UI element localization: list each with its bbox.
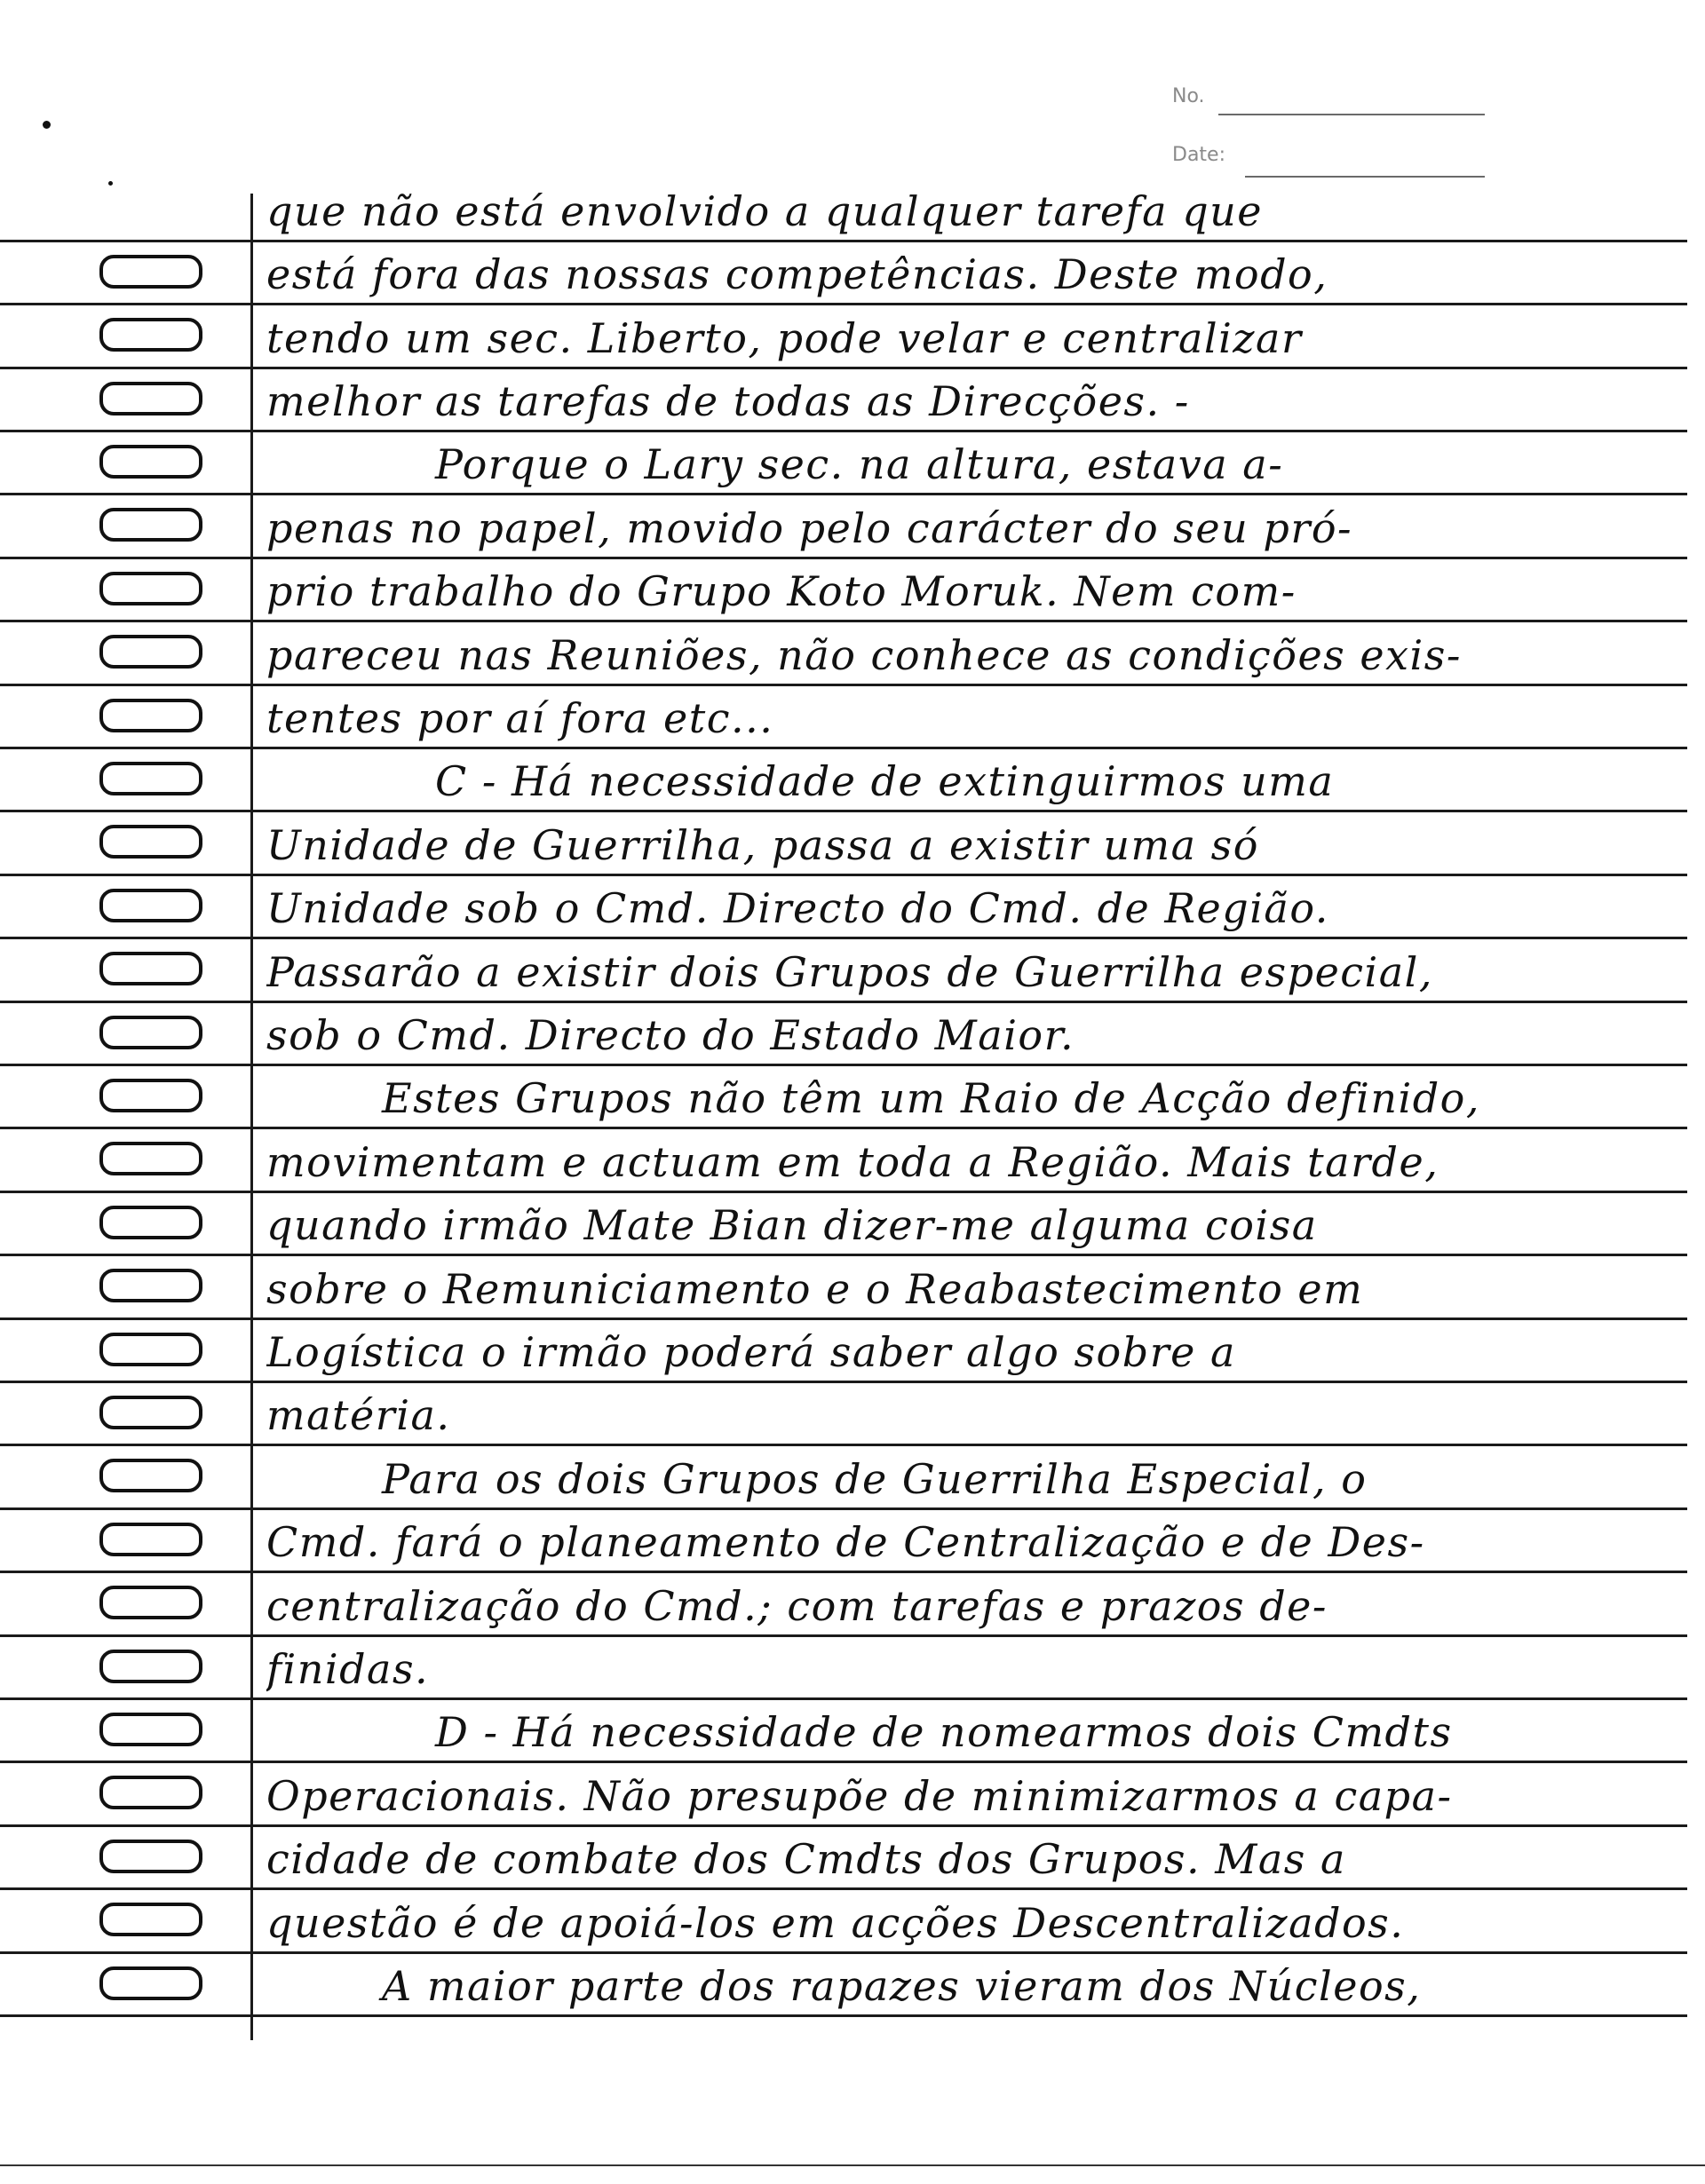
text-line: sob o Cmd. Directo do Estado Maior.	[266, 1011, 1075, 1059]
ink-dot	[43, 121, 51, 129]
date-line	[1245, 176, 1485, 178]
text-line: Porque o Lary sec. na altura, estava a-	[435, 440, 1284, 488]
ruled-line	[0, 1381, 1687, 1383]
binder-hole	[99, 1206, 202, 1239]
binder-hole	[99, 1966, 202, 2000]
ruled-line	[0, 1254, 1687, 1256]
binder-hole	[99, 1459, 202, 1492]
ruled-line	[0, 430, 1687, 432]
text-line: centralização do Cmd.; com tarefas e prazos de-	[266, 1582, 1328, 1630]
text-line: questão é de apoiá-los em acções Descentralizados.	[266, 1899, 1405, 1947]
ruled-line	[0, 1318, 1687, 1320]
binder-hole	[99, 382, 202, 415]
ruled-line	[0, 747, 1687, 749]
binder-hole	[99, 1586, 202, 1619]
ruled-line	[0, 874, 1687, 876]
ruled-line	[0, 1127, 1687, 1129]
ruled-line	[0, 1507, 1687, 1510]
text-line: finidas.	[266, 1645, 430, 1693]
text-line: Passarão a existir dois Grupos de Guerrilha especial,	[266, 948, 1434, 996]
binder-hole	[99, 255, 202, 289]
binder-hole	[99, 1523, 202, 1556]
text-line: movimentam e actuam em toda a Região. Mais tarde,	[266, 1138, 1439, 1186]
ruled-line	[0, 1444, 1687, 1446]
binder-hole	[99, 572, 202, 605]
ruled-line	[0, 1697, 1687, 1700]
binder-hole	[99, 1650, 202, 1683]
binder-hole	[99, 508, 202, 542]
text-line: tentes por aí fora etc...	[266, 694, 774, 742]
ruled-line	[0, 1887, 1687, 1890]
number-label: No.	[1172, 85, 1205, 107]
binder-hole	[99, 1142, 202, 1175]
ruled-line	[0, 1571, 1687, 1573]
binder-hole	[99, 1903, 202, 1936]
binder-hole	[99, 699, 202, 732]
text-line: prio trabalho do Grupo Koto Moruk. Nem com-	[266, 567, 1297, 615]
text-line: pareceu nas Reuniões, não conhece as condições exis-	[266, 631, 1462, 679]
ruled-line	[0, 1951, 1687, 1954]
ruled-line	[0, 367, 1687, 369]
binder-hole	[99, 1713, 202, 1746]
text-line: Operacionais. Não presupõe de minimizarmos a capa-	[266, 1772, 1453, 1820]
binder-hole	[99, 1333, 202, 1366]
text-line: Unidade sob o Cmd. Directo do Cmd. de Região.	[266, 884, 1329, 932]
binder-hole	[99, 1079, 202, 1112]
binder-hole	[99, 1776, 202, 1809]
binder-hole	[99, 825, 202, 859]
text-line: Logística o irmão poderá saber algo sobre a	[266, 1328, 1236, 1376]
ruled-line	[0, 1634, 1687, 1637]
ruled-line	[0, 1761, 1687, 1763]
margin-line	[250, 194, 253, 2040]
binder-hole	[99, 762, 202, 795]
ruled-line	[0, 937, 1687, 939]
text-line: C - Há necessidade de extinguirmos uma	[435, 757, 1335, 805]
text-line: tendo um sec. Liberto, pode velar e centralizar	[266, 314, 1303, 362]
number-line	[1218, 114, 1485, 115]
ruled-line	[0, 2014, 1687, 2017]
text-line: penas no papel, movido pelo carácter do seu pró-	[266, 504, 1353, 552]
text-line: quando irmão Mate Bian dizer-me alguma coisa	[266, 1201, 1318, 1249]
text-line: Cmd. fará o planeamento de Centralização e de Des-	[266, 1518, 1425, 1566]
date-label: Date:	[1172, 144, 1225, 166]
ruled-line	[0, 1191, 1687, 1193]
binder-hole	[99, 889, 202, 922]
ink-dot	[108, 181, 113, 186]
binder-hole	[99, 1840, 202, 1873]
ruled-line	[0, 810, 1687, 812]
binder-hole	[99, 1269, 202, 1302]
page-bottom-edge	[0, 2164, 1705, 2166]
binder-hole	[99, 1396, 202, 1429]
binder-hole	[99, 318, 202, 352]
binder-hole	[99, 635, 202, 669]
ruled-line	[0, 1824, 1687, 1827]
ruled-line	[0, 493, 1687, 495]
text-line: matéria.	[266, 1391, 451, 1439]
text-line: Unidade de Guerrilha, passa a existir uma só	[266, 821, 1259, 869]
binder-hole	[99, 445, 202, 479]
binder-hole	[99, 1016, 202, 1049]
binder-hole	[99, 952, 202, 985]
text-line: Para os dois Grupos de Guerrilha Especial, o	[382, 1455, 1368, 1503]
ruled-line	[0, 240, 1687, 242]
text-line: D - Há necessidade de nomearmos dois Cmdts	[435, 1708, 1453, 1756]
ruled-line	[0, 684, 1687, 686]
text-line: sobre o Remuniciamento e o Reabastecimento em	[266, 1265, 1364, 1313]
text-line: Estes Grupos não têm um Raio de Acção definido,	[382, 1074, 1480, 1122]
ruled-line	[0, 1001, 1687, 1003]
text-line: está fora das nossas competências. Deste modo,	[266, 250, 1328, 298]
text-line: A maior parte dos rapazes vieram dos Núcleos,	[382, 1962, 1422, 2010]
text-line: melhor as tarefas de todas as Direcções. -	[266, 377, 1190, 425]
ruled-line	[0, 557, 1687, 559]
text-line: que não está envolvido a qualquer tarefa que	[266, 187, 1264, 235]
text-line: cidade de combate dos Cmdts dos Grupos. Mas a	[266, 1835, 1346, 1883]
ruled-line	[0, 1064, 1687, 1066]
ruled-line	[0, 303, 1687, 305]
ruled-line	[0, 620, 1687, 622]
